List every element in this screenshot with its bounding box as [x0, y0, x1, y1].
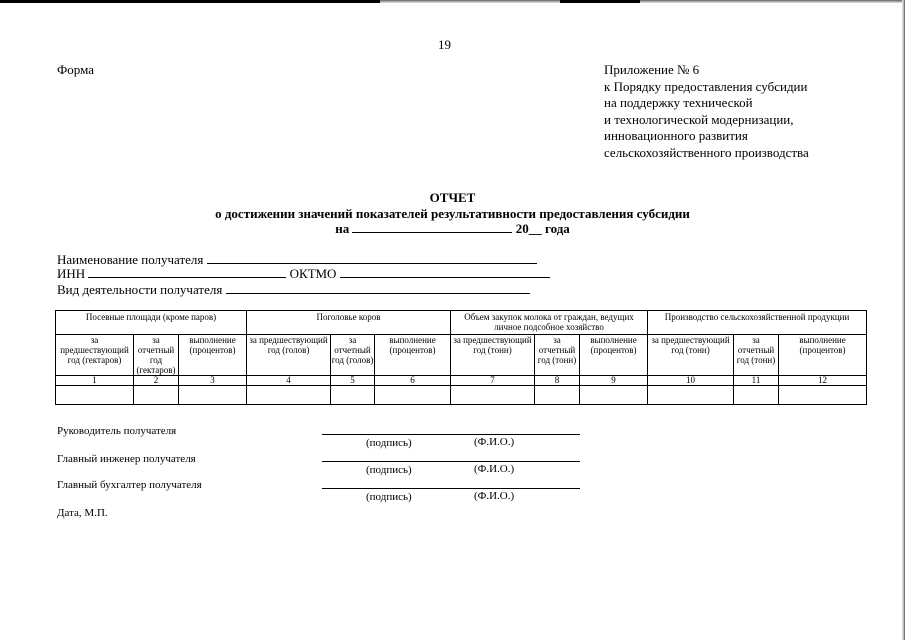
group-header-cell: Производство сельскохозяйственной продукции	[648, 311, 867, 335]
group-header-cell: Посевные площади (кроме паров)	[56, 311, 247, 335]
data-entry-cell[interactable]	[56, 386, 134, 405]
data-entry-cell[interactable]	[535, 386, 580, 405]
data-entry-cell[interactable]	[779, 386, 867, 405]
column-number-cell: 12	[779, 376, 867, 386]
column-number-cell: 4	[247, 376, 331, 386]
activity-blank[interactable]	[226, 293, 530, 294]
inn-blank[interactable]	[88, 277, 286, 278]
appendix-line: инновационного развития	[604, 128, 748, 143]
subheader-cell: за отчетный год (тонн)	[734, 335, 779, 376]
column-number-cell: 3	[179, 376, 247, 386]
engineer-signature-caption: (подпись)	[366, 464, 412, 476]
report-title: ОТЧЕТ	[429, 190, 476, 205]
head-signature-line[interactable]	[322, 434, 580, 435]
page-number: 19	[438, 37, 451, 52]
group-header-row	[56, 311, 867, 335]
activity-field	[57, 282, 530, 298]
column-number-cell: 6	[375, 376, 451, 386]
accountant-name-caption: (Ф.И.О.)	[474, 490, 515, 502]
indicators-table	[55, 310, 867, 405]
activity-label: Вид деятельности получателя	[57, 282, 223, 297]
column-number-cell: 9	[580, 376, 648, 386]
engineer-signature-role: Главный инженер получателя	[57, 453, 196, 465]
period-suffix: года	[544, 221, 570, 236]
column-number-cell: 1	[56, 376, 134, 386]
group-header-cell: Поголовье коров	[247, 311, 451, 335]
subheader-cell: выполнение (процентов)	[179, 335, 247, 376]
data-entry-cell[interactable]	[331, 386, 375, 405]
oktmo-label: ОКТМО	[289, 266, 337, 281]
period-year: 20__	[515, 221, 542, 236]
period-date-blank[interactable]	[352, 232, 512, 233]
period-prefix: на	[335, 221, 350, 236]
data-entry-cell[interactable]	[179, 386, 247, 405]
data-entry-cell[interactable]	[580, 386, 648, 405]
form-label: Форма	[57, 62, 94, 77]
column-number-cell: 11	[734, 376, 779, 386]
appendix-line: к Порядку предоставления субсидии	[604, 78, 808, 94]
column-number-cell: 8	[535, 376, 580, 386]
subheader-row	[56, 335, 867, 376]
date-stamp: Дата, М.П.	[57, 507, 108, 519]
column-number-cell: 7	[451, 376, 535, 386]
subheader-cell: выполнение (процентов)	[779, 335, 867, 376]
head-signature-role: Руководитель получателя	[57, 425, 177, 437]
accountant-signature-line[interactable]	[322, 488, 580, 489]
report-period	[0, 221, 905, 237]
subheader-cell: за отчетный год (тонн)	[535, 335, 580, 376]
scan-top-shadow-left	[0, 0, 380, 3]
subheader-cell: за отчетный год (гектаров)	[134, 335, 179, 376]
column-number-cell: 2	[134, 376, 179, 386]
appendix-line: Приложение № 6	[604, 62, 700, 77]
oktmo-blank[interactable]	[340, 277, 550, 278]
data-entry-cell[interactable]	[375, 386, 451, 405]
head-name-caption: (Ф.И.О.)	[474, 436, 515, 448]
report-subtitle: о достижении значений показателей результативности предоставления субсидии	[215, 206, 690, 221]
column-number-cell: 10	[648, 376, 734, 386]
engineer-name-caption: (Ф.И.О.)	[474, 463, 515, 475]
head-signature-caption: (подпись)	[366, 437, 412, 449]
recipient-name-blank[interactable]	[207, 263, 537, 264]
subheader-cell: выполнение (процентов)	[580, 335, 648, 376]
accountant-signature-caption: (подпись)	[366, 491, 412, 503]
column-number-row	[56, 376, 867, 386]
data-entry-cell[interactable]	[134, 386, 179, 405]
recipient-name-label: Наименование получателя	[57, 252, 204, 267]
data-entry-cell[interactable]	[451, 386, 535, 405]
subheader-cell: за предшествующий год (гектаров)	[56, 335, 134, 376]
engineer-signature-line[interactable]	[322, 461, 580, 462]
appendix-line: на поддержку технической	[604, 95, 753, 110]
appendix-line: сельскохозяйственного производства	[604, 144, 809, 160]
subheader-cell: за предшествующий год (голов)	[247, 335, 331, 376]
appendix-block	[604, 62, 809, 161]
data-entry-cell[interactable]	[247, 386, 331, 405]
data-entry-cell[interactable]	[734, 386, 779, 405]
subheader-cell: выполнение (процентов)	[375, 335, 451, 376]
subheader-cell: за предшествующий год (тонн)	[648, 335, 734, 376]
accountant-signature-role: Главный бухгалтер получателя	[57, 479, 202, 491]
appendix-line: и технологической модернизации,	[604, 111, 794, 127]
subheader-cell: за отчетный год (голов)	[331, 335, 375, 376]
group-header-cell: Объем закупок молока от граждан, ведущих личное подсобное хозяйство	[451, 311, 648, 335]
scan-top-shadow-right	[560, 0, 640, 3]
inn-oktmo-field	[57, 266, 550, 282]
column-number-cell: 5	[331, 376, 375, 386]
subheader-cell: за предшествующий год (тонн)	[451, 335, 535, 376]
data-entry-cell[interactable]	[648, 386, 734, 405]
inn-label: ИНН	[57, 266, 86, 281]
data-entry-row	[56, 386, 867, 405]
